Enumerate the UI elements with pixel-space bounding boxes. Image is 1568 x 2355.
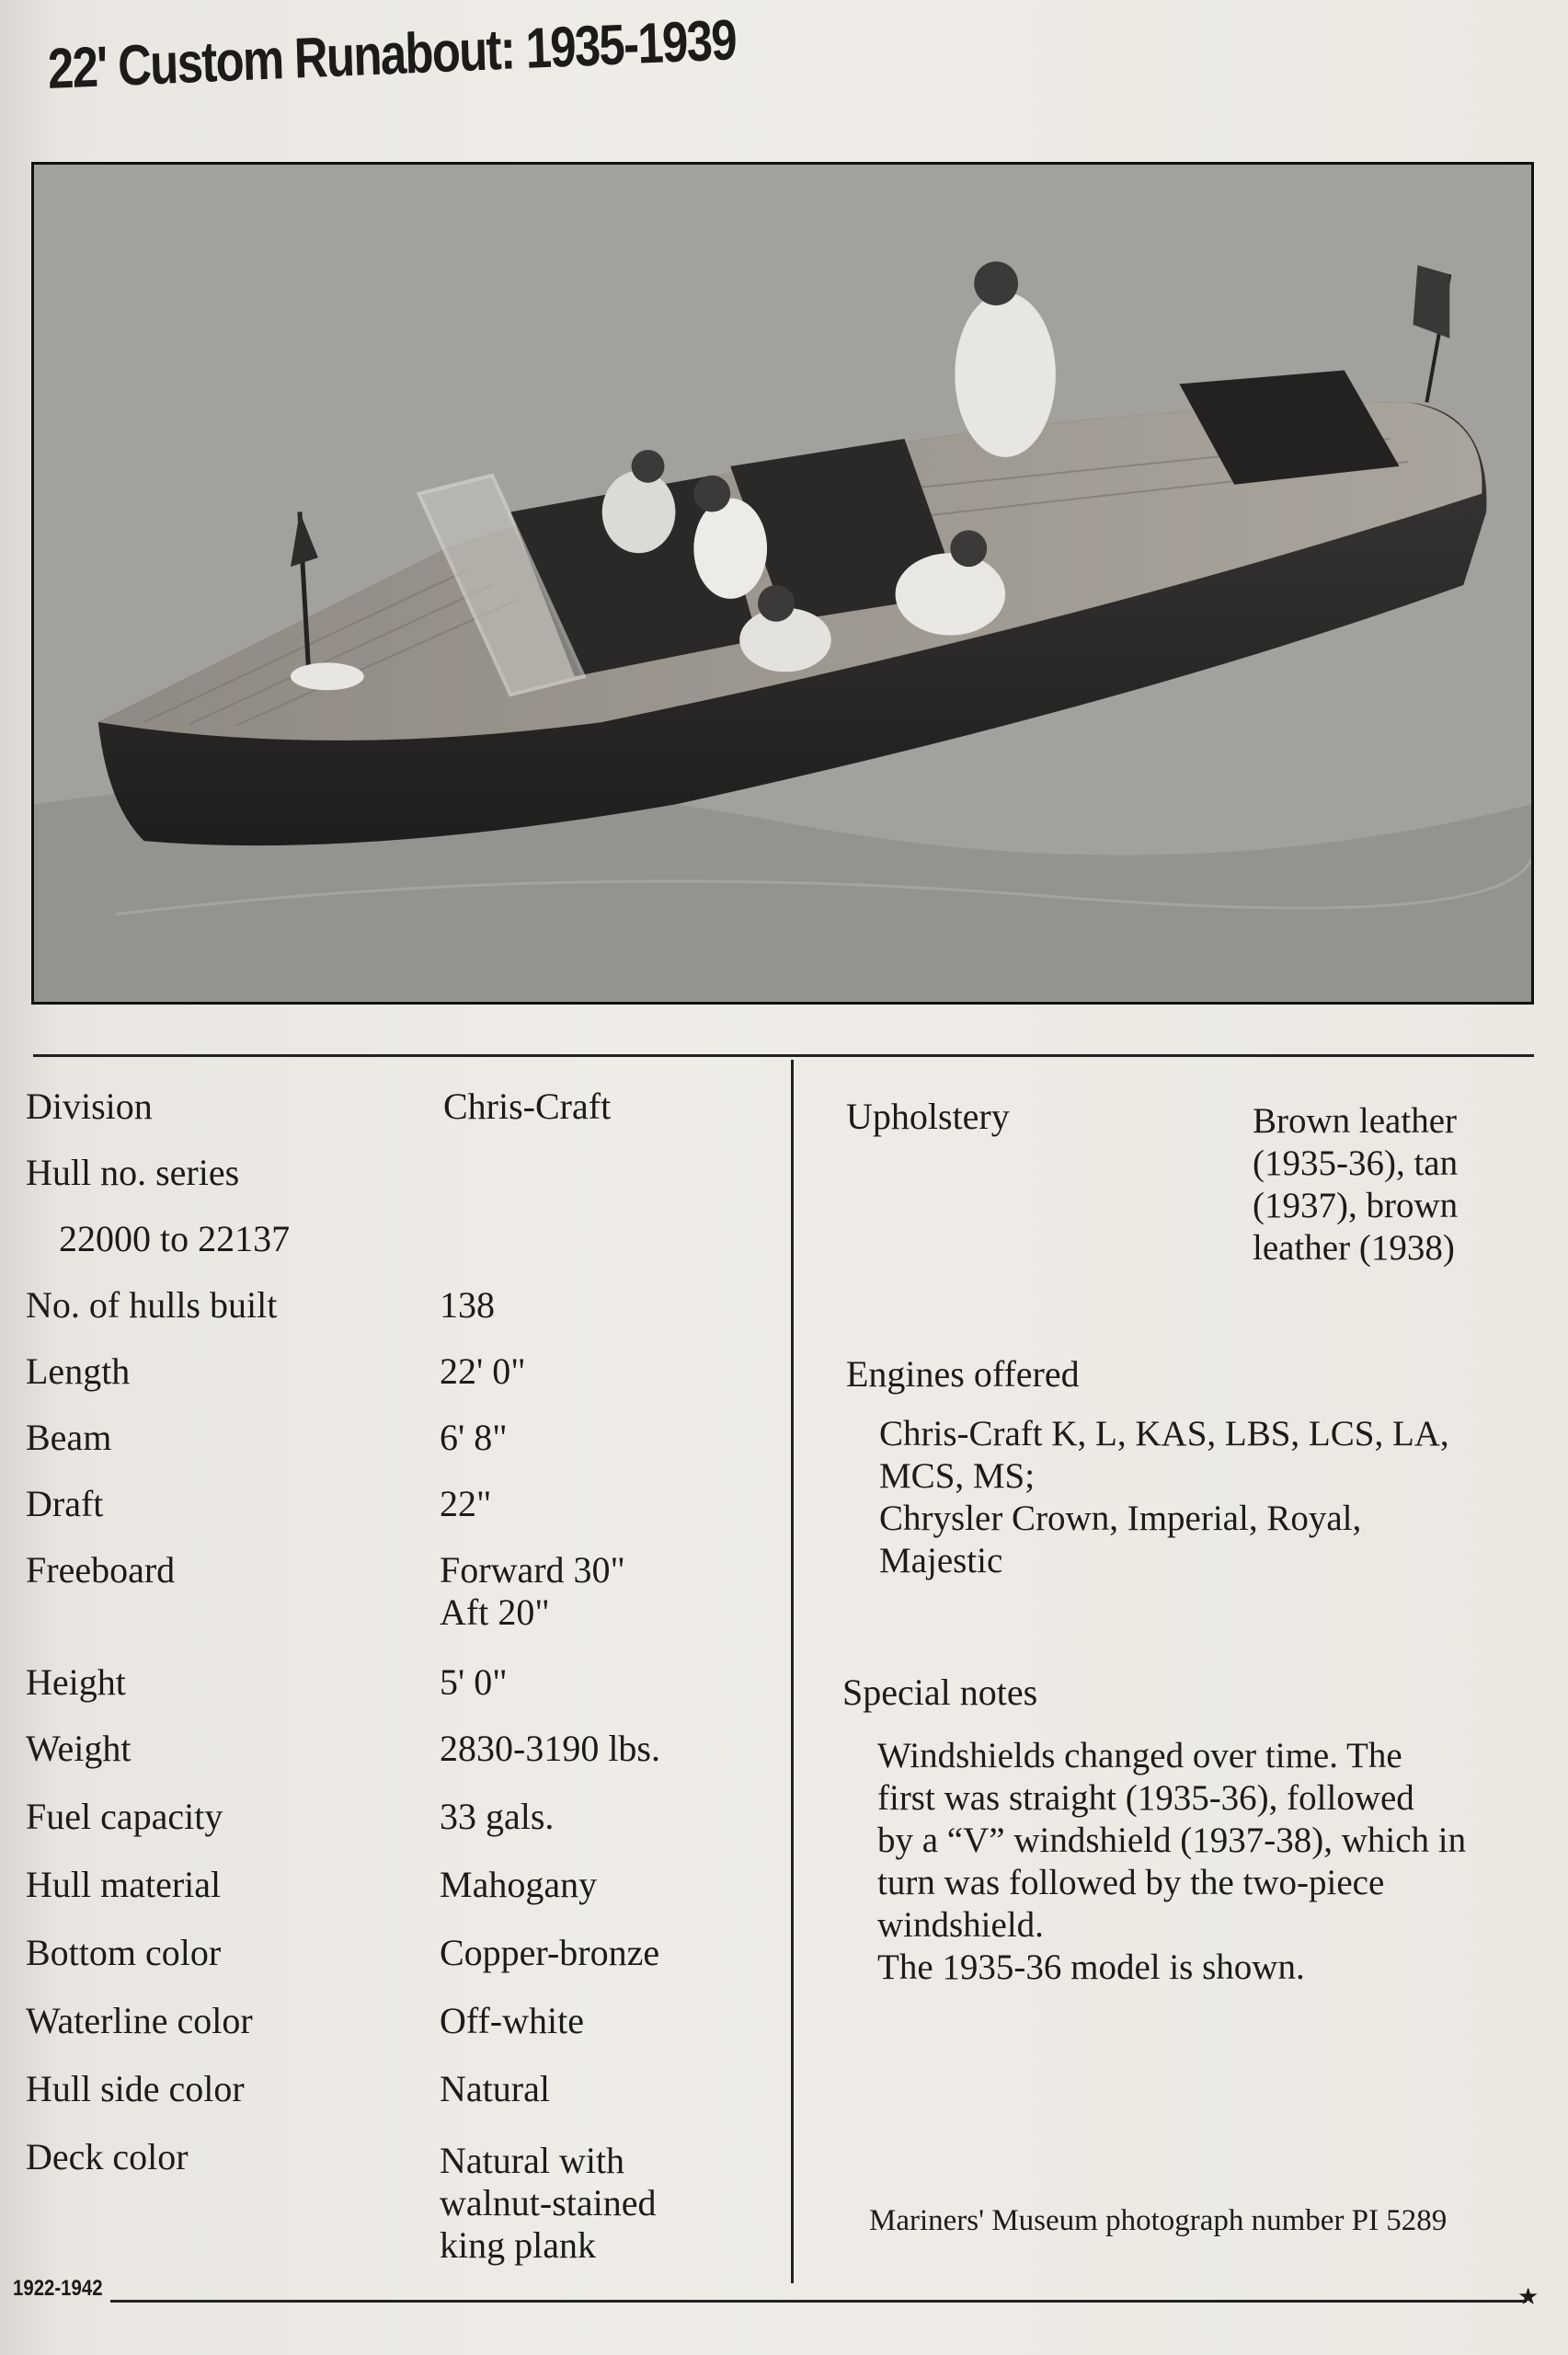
boat-photograph bbox=[31, 162, 1534, 1005]
spec-label: Hull material bbox=[26, 1864, 222, 1905]
notes-line: by a “V” windshield (1937-38), which in bbox=[877, 1821, 1467, 1860]
spec-value: Chris-Craft bbox=[443, 1086, 612, 1127]
spec-label: Beam bbox=[26, 1417, 112, 1458]
spec-label: Hull side color bbox=[26, 2068, 245, 2109]
spec-value: 6' 8" bbox=[440, 1417, 508, 1458]
spec-label: 22000 to 22137 bbox=[59, 1218, 291, 1259]
spec-value: Natural with bbox=[440, 2140, 625, 2181]
table-bottom-rule bbox=[110, 2300, 1527, 2303]
spec-label: Fuel capacity bbox=[26, 1796, 223, 1837]
spec-label: Waterline color bbox=[26, 2000, 253, 2041]
engines-line: Chrysler Crown, Imperial, Royal, bbox=[879, 1499, 1362, 1538]
upholstery-line: leather (1938) bbox=[1253, 1228, 1455, 1268]
upholstery-line: (1937), brown bbox=[1253, 1186, 1459, 1225]
notes-line: The 1935-36 model is shown. bbox=[877, 1947, 1305, 1987]
column-divider bbox=[791, 1060, 794, 2283]
spec-value: Off-white bbox=[440, 2000, 584, 2041]
spec-label: Length bbox=[26, 1350, 131, 1392]
upholstery-line: (1935-36), tan bbox=[1253, 1143, 1459, 1183]
notes-line: first was straight (1935-36), followed bbox=[877, 1778, 1414, 1818]
spec-label: Draft bbox=[26, 1483, 104, 1524]
engines-heading: Engines offered bbox=[846, 1353, 1080, 1395]
spec-label: Deck color bbox=[26, 2136, 189, 2177]
engines-text bbox=[879, 1413, 1541, 1582]
spec-label: Bottom color bbox=[26, 1932, 222, 1973]
table-row bbox=[26, 2136, 780, 2274]
upholstery-heading: Upholstery bbox=[846, 1096, 1010, 1137]
notes-line: turn was followed by the two-piece bbox=[877, 1863, 1385, 1902]
upholstery-text bbox=[1253, 1100, 1547, 1269]
star-ornament: ★ bbox=[1517, 2283, 1539, 2310]
spec-value: 33 gals. bbox=[440, 1796, 555, 1837]
spec-value-line-2: Aft 20" bbox=[440, 1591, 550, 1633]
footer-year-range: 1922-1942 bbox=[13, 2276, 103, 2301]
spec-label: Weight bbox=[26, 1728, 132, 1769]
table-row bbox=[26, 1549, 780, 1641]
spec-label: Division bbox=[26, 1086, 153, 1127]
spec-label: Height bbox=[26, 1661, 126, 1703]
engines-line: Chris-Craft K, L, KAS, LBS, LCS, LA, bbox=[879, 1414, 1449, 1453]
photo-credit: Mariners' Museum photograph number PI 5289 bbox=[869, 2204, 1448, 2237]
spec-value: Copper-bronze bbox=[440, 1932, 660, 1973]
spec-label: No. of hulls built bbox=[26, 1284, 278, 1326]
spec-value: 22" bbox=[440, 1483, 492, 1524]
engines-line: MCS, MS; bbox=[879, 1456, 1036, 1496]
notes-line: windshield. bbox=[877, 1905, 1044, 1945]
page-title: 22' Custom Runabout: 1935-1939 bbox=[47, 8, 737, 101]
spec-value: 5' 0" bbox=[440, 1661, 508, 1703]
notes-line: Windshields changed over time. The bbox=[877, 1736, 1402, 1775]
special-notes-text bbox=[877, 1735, 1549, 1989]
spec-value: Mahogany bbox=[440, 1864, 598, 1905]
spec-value: Natural bbox=[440, 2068, 550, 2109]
runabout-boat-image bbox=[34, 165, 1531, 1002]
spec-value: Forward 30" bbox=[440, 1549, 625, 1591]
special-notes-heading: Special notes bbox=[842, 1671, 1038, 1713]
spec-label: Freeboard bbox=[26, 1549, 176, 1591]
spec-value-line-2: walnut-stained bbox=[440, 2182, 657, 2223]
spec-value: 22' 0" bbox=[440, 1350, 526, 1392]
engines-line: Majestic bbox=[879, 1541, 1003, 1580]
spec-value: 138 bbox=[440, 1284, 495, 1326]
spec-value: 2830-3190 lbs. bbox=[440, 1728, 660, 1769]
upholstery-line: Brown leather bbox=[1253, 1101, 1458, 1141]
spec-label: Hull no. series bbox=[26, 1152, 240, 1193]
spec-value-line-3: king plank bbox=[440, 2224, 596, 2266]
table-top-rule bbox=[33, 1054, 1534, 1057]
